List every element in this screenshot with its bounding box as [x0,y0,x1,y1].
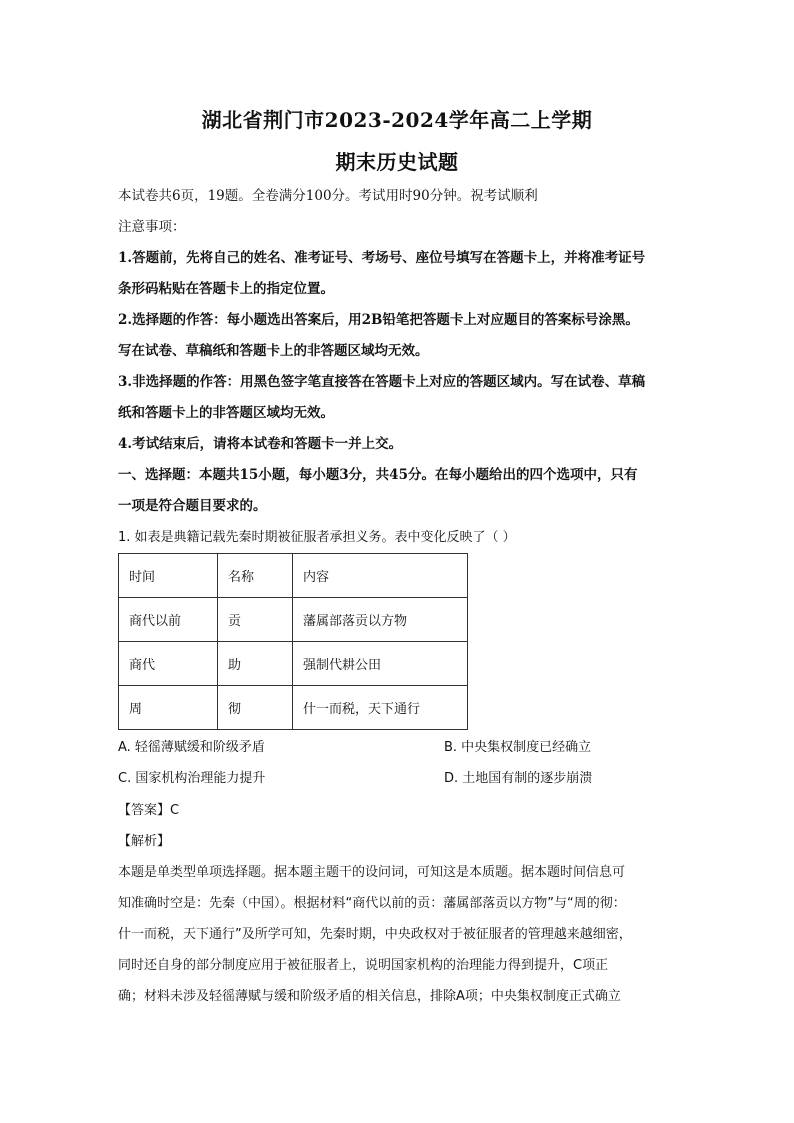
table-row [119,686,468,730]
table-header-row [119,554,468,598]
table-cell: 时间 [119,554,218,598]
analysis-line: 确；材料未涉及轻徭薄赋与缓和阶级矛盾的相关信息，排除A项；中央集权制度正式确立 [118,989,621,1004]
table-cell: 周 [119,686,218,730]
notice-heading: 注意事项： [118,219,186,235]
table-row [119,642,468,686]
table-cell: 彻 [218,686,293,730]
notice-item: 4.考试结束后，请将本试卷和答题卡一并上交。 [118,436,403,452]
analysis-line: 知准确时空是：先秦（中国）。根据材料“商代以前的贡：藩属部落贡以方物”与“周的彻： [118,896,626,911]
analysis-line: 同时还自身的部分制度应用于被征服者上，说明国家机构的治理能力得到提升，C项正 [118,958,609,973]
section-heading-line2: 一项是符合题目要求的。 [118,498,267,514]
answer-label: 【答案】C [118,803,180,818]
analysis-heading: 【解析】 [118,834,171,849]
option-a: A. 轻徭薄赋缓和阶级矛盾 [118,740,265,755]
analysis-line: 本题是单类型单项选择题。据本题主题干的设问词，可知这是本质题。据本题时间信息可 [118,865,626,880]
table-cell: 内容 [293,554,468,598]
table-row [119,598,468,642]
notice-item: 1.答题前，先将自己的姓名、准考证号、考场号、座位号填写在答题卡上，并将准考证号 [118,250,646,266]
notice-item: 写在试卷、草稿纸和答题卡上的非答题区域均无效。 [118,343,429,359]
option-b: B. 中央集权制度已经确立 [444,740,592,755]
table-cell: 贡 [218,598,293,642]
table-cell: 什一而税，天下通行 [293,686,468,730]
exam-intro: 本试卷共6页，19题。全卷满分100分。考试用时90分钟。祝考试顺利 [118,188,538,204]
exam-title-line1: 湖北省荆门市2023-2024学年高二上学期 [201,108,593,132]
analysis-line: 什一而税，天下通行”及所学可知，先秦时期，中央政权对于被征服者的管理越来越细密， [118,927,632,942]
table-cell: 强制代耕公田 [293,642,468,686]
section-heading-line1: 一、选择题：本题共15小题，每小题3分，共45分。在每小题给出的四个选项中，只有 [118,467,638,483]
table-cell: 助 [218,642,293,686]
question-stem: 1. 如表是典籍记载先秦时期被征服者承担义务。表中变化反映了（ ） [118,530,516,545]
option-c: C. 国家机构治理能力提升 [118,771,266,786]
notice-item: 条形码粘贴在答题卡上的指定位置。 [118,281,334,297]
option-d: D. 土地国有制的逐步崩溃 [444,771,593,786]
table-cell: 商代 [119,642,218,686]
notice-item: 3.非选择题的作答：用黑色签字笔直接答在答题卡上对应的答题区域内。写在试卷、草稿 [118,374,646,390]
notice-item: 纸和答题卡上的非答题区域均无效。 [118,405,334,421]
table-cell: 藩属部落贡以方物 [293,598,468,642]
table-cell: 商代以前 [119,598,218,642]
notice-item: 2.选择题的作答：每小题选出答案后，用2B铅笔把答题卡上对应题目的答案标号涂黑。 [118,312,639,328]
exam-title-line2: 期末历史试题 [335,150,459,174]
question-table [118,553,468,730]
table-cell: 名称 [218,554,293,598]
